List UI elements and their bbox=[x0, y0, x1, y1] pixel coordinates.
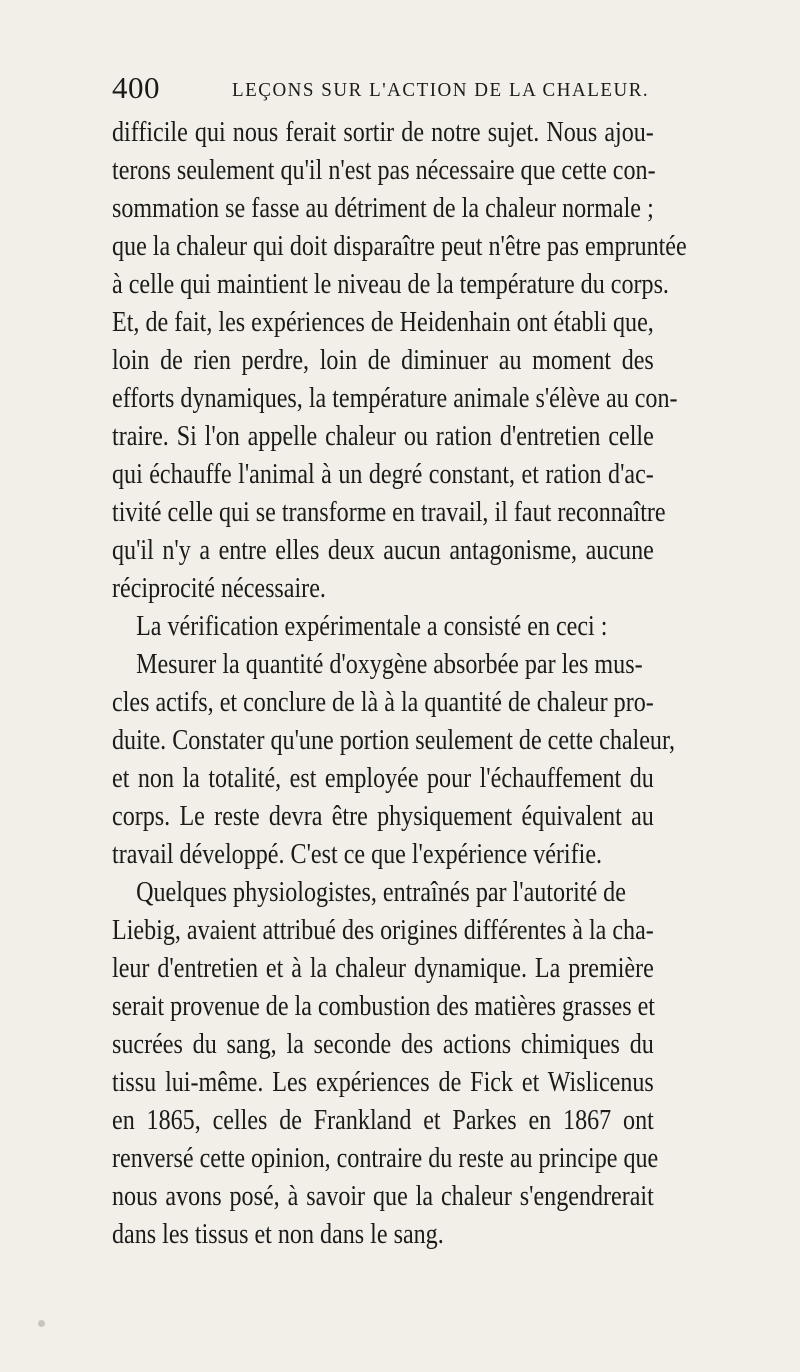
text-line: qu'il n'y a entre elles deux aucun antagonisme, aucune bbox=[112, 535, 654, 566]
text-line: Liebig, avaient attribué des origines différentes à la cha- bbox=[112, 915, 654, 946]
page-number: 400 bbox=[112, 70, 160, 105]
text-line: efforts dynamiques, la température animale s'élève au con- bbox=[112, 383, 678, 414]
text-line: et non la totalité, est employée pour l'échauffement du bbox=[112, 763, 654, 794]
text-line: tivité celle qui se transforme en travail, il faut reconnaître bbox=[112, 497, 666, 528]
text-line: réciprocité nécessaire. bbox=[112, 573, 326, 604]
running-title: LEÇONS SUR L'ACTION DE LA CHALEUR. bbox=[232, 79, 650, 101]
text-line: Mesurer la quantité d'oxygène absorbée par les mus- bbox=[136, 649, 643, 680]
text-line: terons seulement qu'il n'est pas nécessaire que cette con- bbox=[112, 155, 656, 186]
text-line: nous avons posé, à savoir que la chaleur s'engendrerait bbox=[112, 1181, 654, 1212]
text-line: cles actifs, et conclure de là à la quantité de chaleur pro- bbox=[112, 687, 654, 718]
text-line: Quelques physiologistes, entraînés par l'autorité de bbox=[136, 877, 626, 908]
text-line: serait provenue de la combustion des matières grasses et bbox=[112, 991, 655, 1022]
text-line: en 1865, celles de Frankland et Parkes en 1867 ont bbox=[112, 1105, 654, 1136]
text-line: La vérification expérimentale a consisté en ceci : bbox=[136, 611, 608, 642]
text-line: difficile qui nous ferait sortir de notre sujet. Nous ajou- bbox=[112, 117, 654, 148]
text-line: loin de rien perdre, loin de diminuer au moment des bbox=[112, 345, 654, 376]
text-line: qui échauffe l'animal à un degré constant, et ration d'ac- bbox=[112, 459, 654, 490]
text-line: à celle qui maintient le niveau de la température du corps. bbox=[112, 269, 669, 300]
text-line: tissu lui-même. Les expériences de Fick et Wislicenus bbox=[112, 1067, 654, 1098]
text-line: que la chaleur qui doit disparaître peut n'être pas empruntée bbox=[112, 231, 687, 262]
text-line: sucrées du sang, la seconde des actions chimiques du bbox=[112, 1029, 654, 1060]
text-line: renversé cette opinion, contraire du reste au principe que bbox=[112, 1143, 659, 1174]
text-line: duite. Constater qu'une portion seulement de cette chaleur, bbox=[112, 725, 676, 756]
text-line: corps. Le reste devra être physiquement équivalent au bbox=[112, 801, 654, 832]
text-line: leur d'entretien et à la chaleur dynamique. La première bbox=[112, 953, 654, 984]
body-text bbox=[112, 114, 742, 1254]
text-line: dans les tissus et non dans le sang. bbox=[112, 1219, 444, 1250]
page-header bbox=[112, 68, 672, 108]
text-line: traire. Si l'on appelle chaleur ou ration d'entretien celle bbox=[112, 421, 654, 452]
text-line: Et, de fait, les expériences de Heidenhain ont établi que, bbox=[112, 307, 654, 338]
text-line: travail développé. C'est ce que l'expérience vérifie. bbox=[112, 839, 603, 870]
text-line: sommation se fasse au détriment de la chaleur normale ; bbox=[112, 193, 654, 224]
paper-speck bbox=[38, 1320, 45, 1327]
